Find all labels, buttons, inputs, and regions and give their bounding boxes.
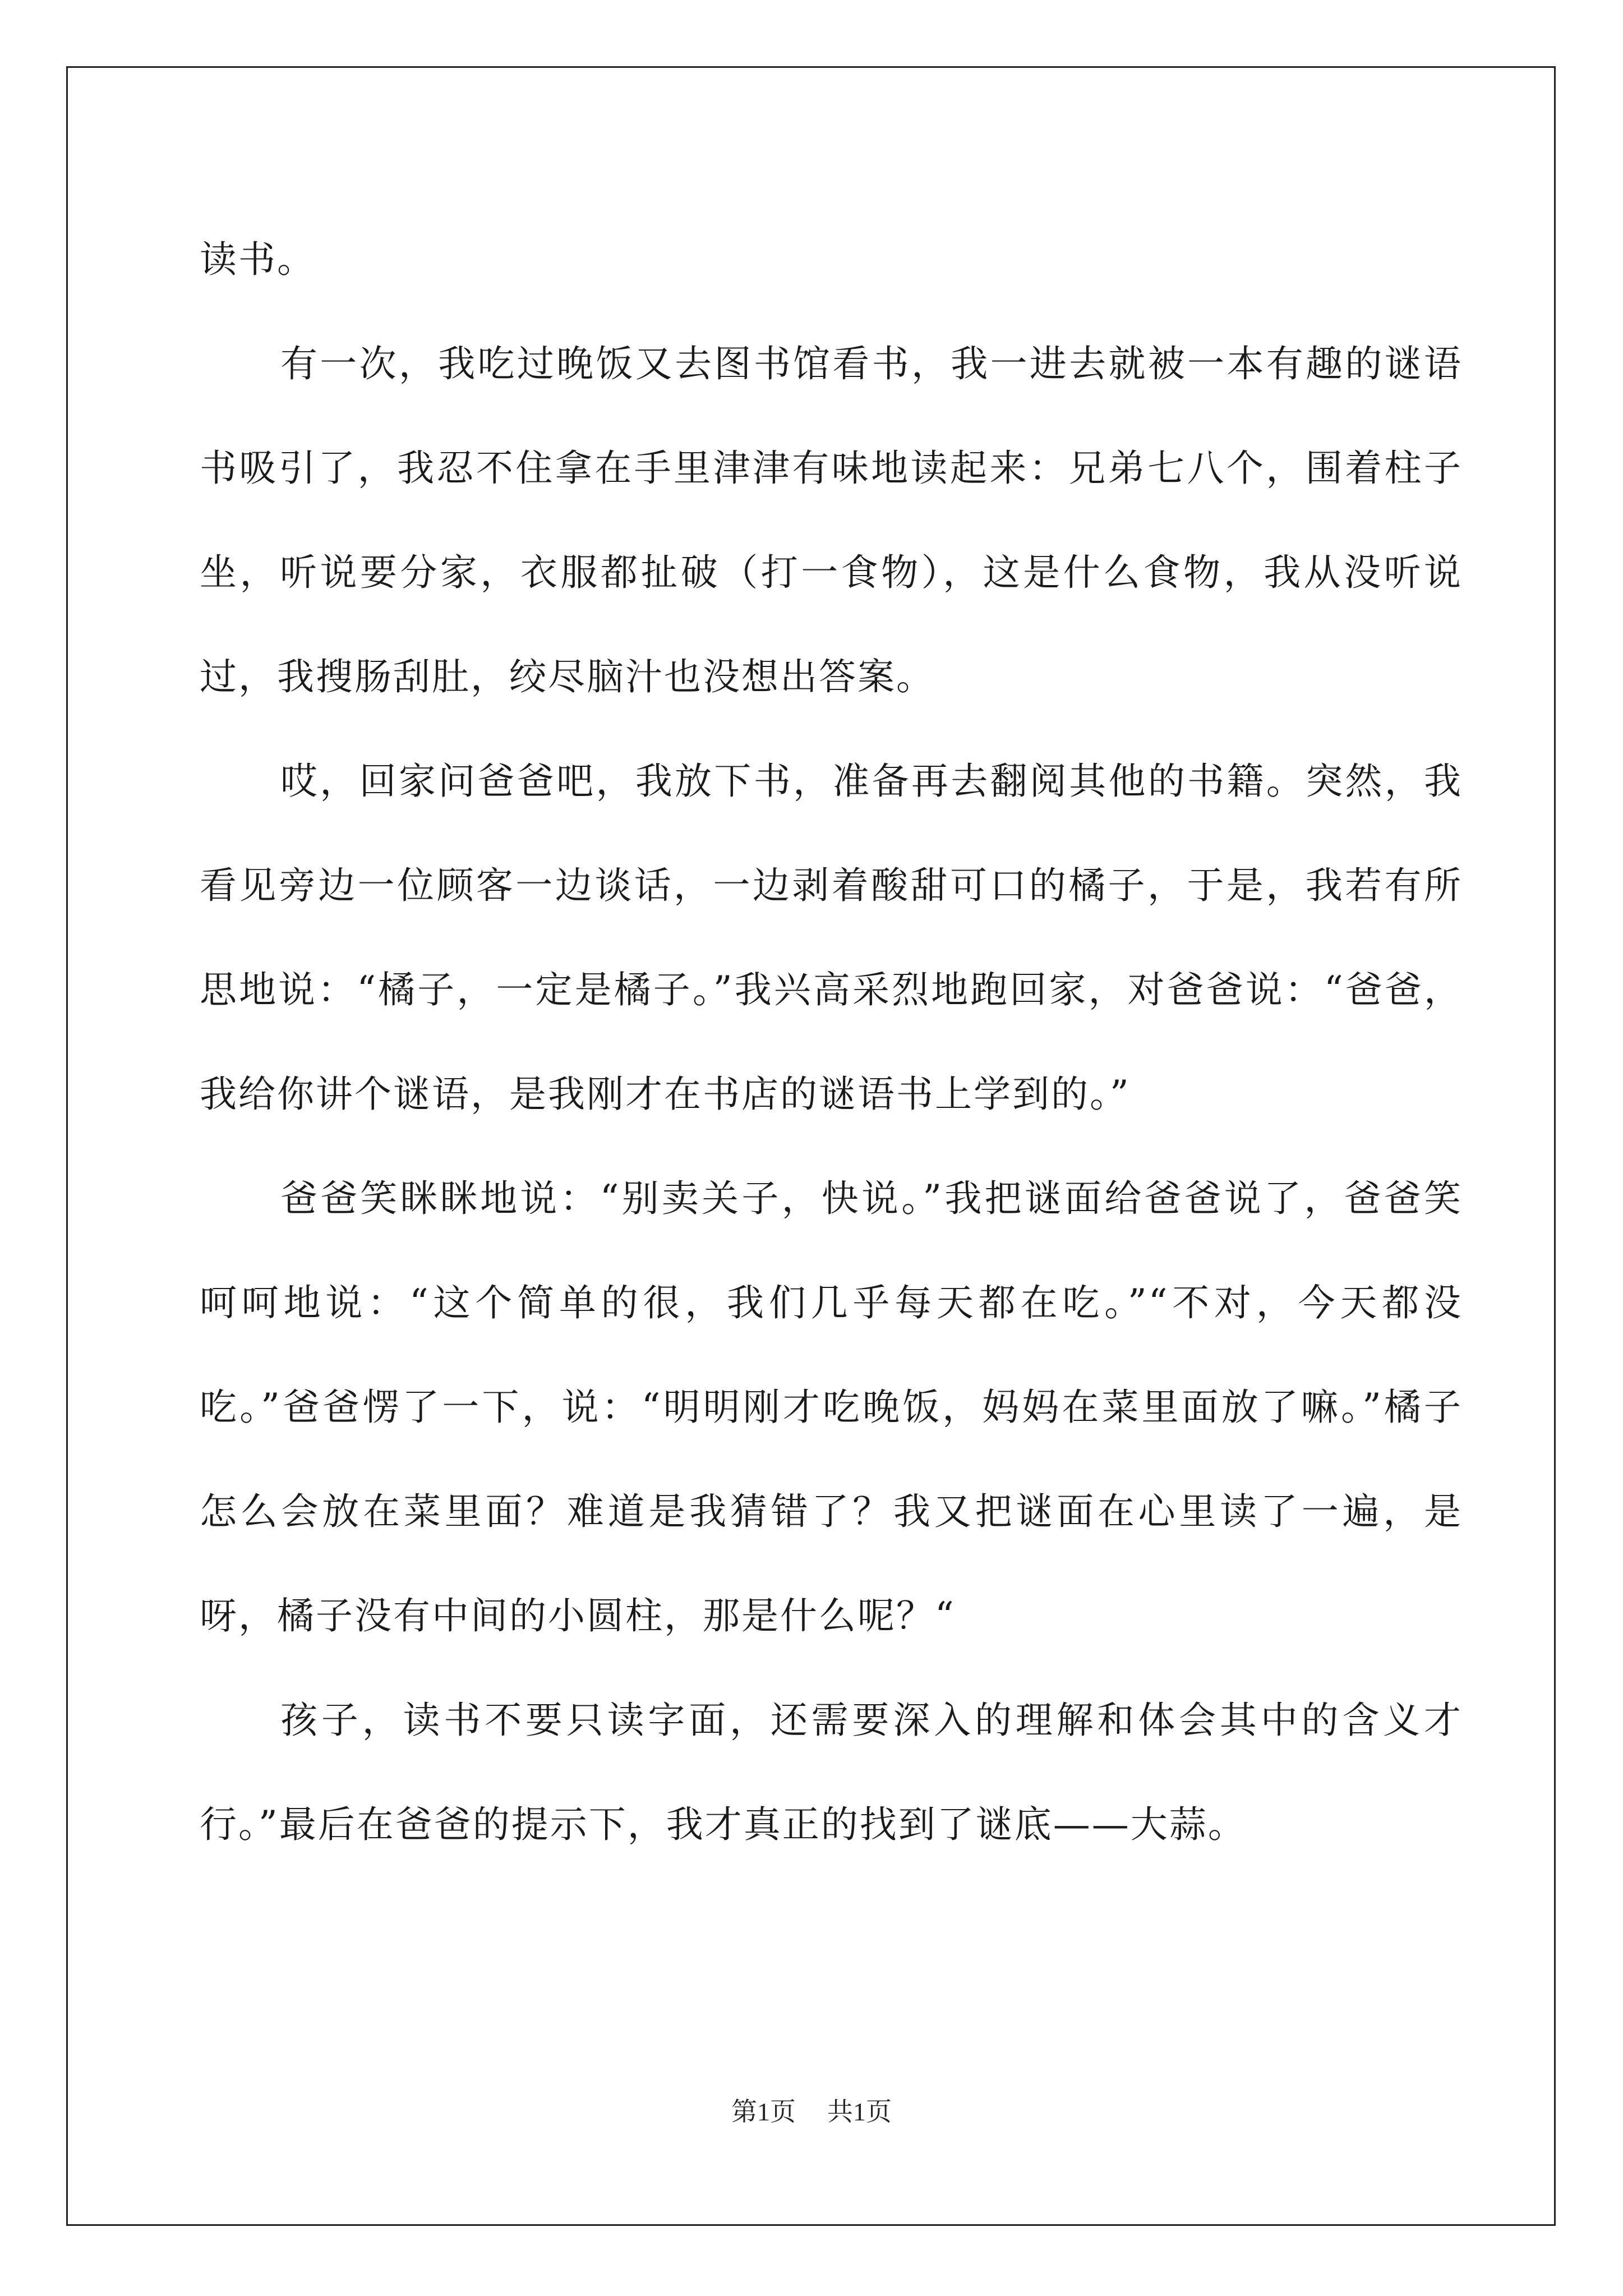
page-total: 共1页 <box>827 2097 892 2126</box>
paragraph-5: 孩子，读书不要只读字面，还需要深入的理解和体会其中的含义才行。”最后在爸爸的提示下，我才真正的找到了谜底——大蒜。 <box>200 1699 1463 1846</box>
page-number: 第1页 <box>731 2097 796 2126</box>
paragraph-1: 读书。 <box>200 238 316 281</box>
paragraph-4: 爸爸笑眯眯地说：“别卖关子，快说。”我把谜面给爸爸说了，爸爸笑呵呵地说：“这个简单的很，我们几乎每天都在吃。”“不对，今天都没吃。”爸爸愣了一下，说：“明明刚才吃晚饭，妈妈在菜里面放了嘛。”橘子怎么会放在菜里面？难道是我猜错了？我又把谜面在心里读了一遍，是呀，橘子没有中间的小圆柱，那是什么呢？“ <box>200 1177 1463 1637</box>
page-footer <box>0 2095 1623 2129</box>
document-body <box>200 208 1463 1877</box>
paragraph-3: 哎，回家问爸爸吧，我放下书，准备再去翻阅其他的书籍。突然，我看见旁边一位顾客一边谈话，一边剥着酸甜可口的橘子，于是，我若有所思地说：“橘子，一定是橘子。”我兴高采烈地跑回家，对爸爸说：“爸爸，我给你讲个谜语，是我刚才在书店的谜语书上学到的。” <box>200 760 1463 1116</box>
paragraph-2: 有一次，我吃过晚饭又去图书馆看书，我一进去就被一本有趣的谜语书吸引了，我忍不住拿在手里津津有味地读起来：兄弟七八个，围着柱子坐，听说要分家，衣服都扯破（打一食物），这是什么食物，我从没听说过，我搜肠刮肚，绞尽脑汁也没想出答案。 <box>200 342 1463 698</box>
